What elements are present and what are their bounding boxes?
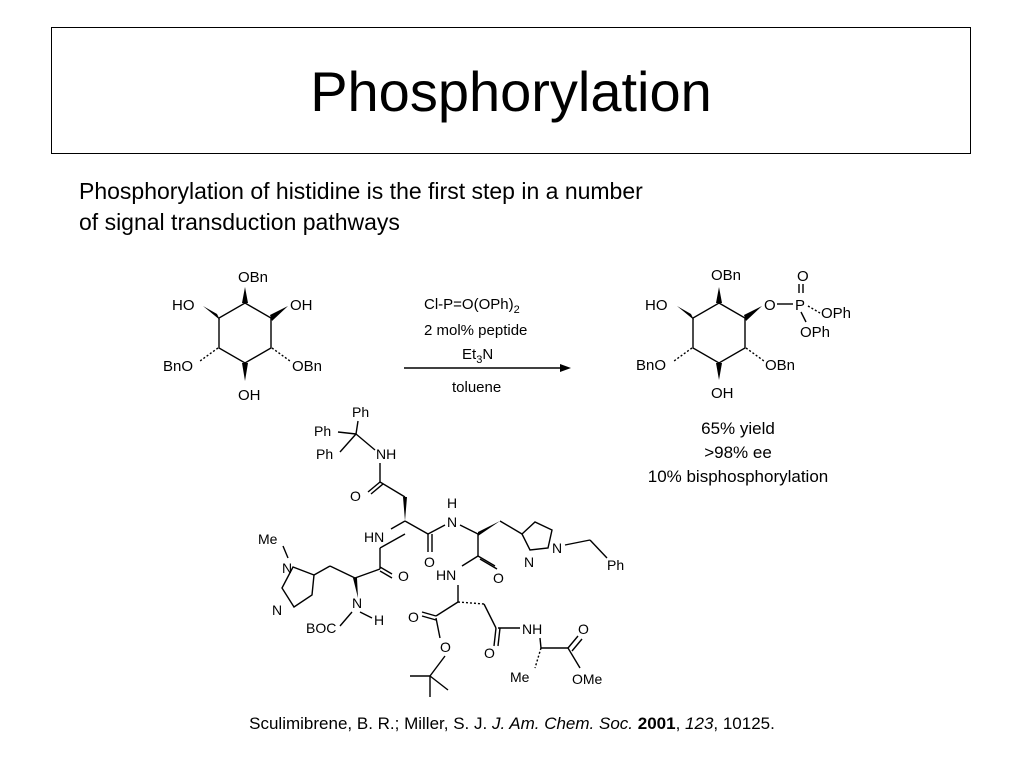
citation-authors: Sculimibrene, B. R.; Miller, S. J. — [249, 714, 492, 733]
prod-bottom-oh: OH — [711, 385, 734, 402]
asn-o: O — [424, 554, 435, 570]
ala-nh: NH — [522, 621, 543, 637]
sm-top-obn: OBn — [238, 269, 269, 286]
sm-right-oh: OH — [290, 297, 313, 314]
his-o: O — [493, 570, 504, 586]
citation-volume: 123 — [685, 714, 714, 733]
his-ring-n1: N — [552, 540, 563, 556]
starting-material — [163, 269, 322, 404]
ester-o-carbonyl: O — [408, 609, 419, 625]
yield-text: 65% yield — [701, 419, 775, 438]
prod-oph-1: OPh — [821, 305, 852, 322]
mehis-n2: N — [272, 602, 283, 618]
results-block — [600, 417, 876, 489]
his-n: N — [447, 514, 458, 530]
prod-p: P — [795, 297, 806, 314]
reagent-line-2: 2 mol% peptide — [424, 322, 528, 339]
prod-o: O — [764, 297, 776, 314]
bisphosphorylation-text: 10% bisphosphorylation — [647, 467, 829, 486]
his-h: H — [447, 495, 458, 511]
sm-bottom-right-obn: OBn — [292, 358, 323, 375]
slide-title: Phosphorylation — [310, 60, 712, 123]
peptide-catalyst — [258, 404, 624, 697]
asn-hn: HN — [364, 529, 385, 545]
sm-left-ho: HO — [172, 297, 195, 314]
citation: Sculimibrene, B. R.; Miller, S. J. J. Am. Chem. Soc. 2001, 123, 10125. — [249, 714, 775, 733]
prod-top-obn: OBn — [711, 267, 742, 284]
reagent-line-3: $Et_3N$ — [462, 346, 494, 366]
reaction-arrow — [404, 296, 571, 396]
boc-n: N — [352, 595, 363, 611]
mehis-me: Me — [258, 531, 278, 547]
solvent-label: toluene — [452, 379, 502, 396]
trityl-ph-left: Ph — [314, 423, 332, 439]
sm-bottom-oh: OH — [238, 387, 261, 404]
sm-bottom-left-bno: BnO — [163, 358, 194, 375]
his-ring-n2: N — [524, 554, 535, 570]
his-bn-ph: Ph — [607, 557, 625, 573]
intro-line-2: of signal transduction pathways — [79, 209, 400, 235]
trityl-ph-bottom: Ph — [316, 446, 334, 462]
mehis-o: O — [398, 568, 409, 584]
citation-pages: , 10125. — [713, 714, 775, 733]
citation-year: 2001 — [637, 714, 676, 733]
ester-o-alkyl: O — [440, 639, 451, 655]
mehis-n1: N — [282, 560, 293, 576]
prod-p-oxo: O — [797, 268, 809, 285]
trityl-ph-top: Ph — [352, 404, 370, 420]
aib-hn: HN — [436, 567, 457, 583]
trityl-nh: NH — [376, 446, 397, 462]
ee-text: >98% ee — [704, 443, 772, 462]
prod-bottom-right-obn: OBn — [765, 357, 796, 374]
ala-o: O — [578, 621, 589, 637]
asn-side-o: O — [350, 488, 361, 504]
boc-label: BOC — [306, 620, 337, 636]
intro-line-1: Phosphorylation of histidine is the first step in a number — [79, 178, 643, 204]
product — [636, 267, 851, 402]
boc-h: H — [374, 612, 385, 628]
prod-left-ho: HO — [645, 297, 668, 314]
ala-me: Me — [510, 669, 530, 685]
prod-oph-2: OPh — [800, 324, 831, 341]
ala-amide-o: O — [484, 645, 495, 661]
citation-journal: J. Am. Chem. Soc. — [491, 714, 634, 733]
prod-bottom-left-bno: BnO — [636, 357, 667, 374]
ala-ome: OMe — [572, 671, 603, 687]
reagent-line-1: $Cl-P=O(OPh)_2$ — [424, 296, 520, 316]
